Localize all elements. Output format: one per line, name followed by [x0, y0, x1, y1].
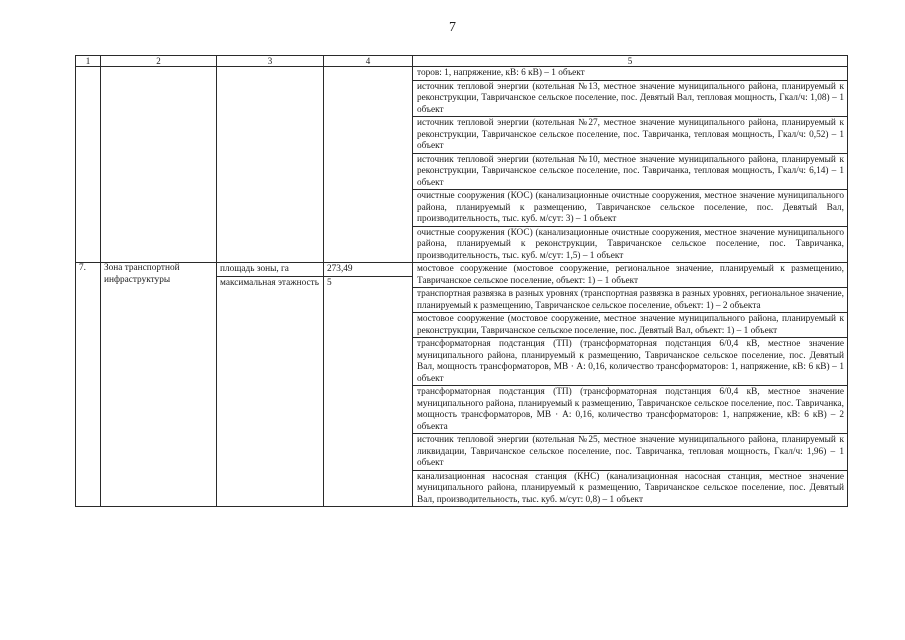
- param-name-floors: максимальная этажность: [217, 276, 323, 290]
- object-item: источник тепловой энергии (котельная №10, местное значение муниципального района, планируемый к реконструкции, Тавричанское сельское поселение, пос. Тавричанка, тепловая мощность, Гкал/ч: 6,14) – 1 объект: [413, 153, 847, 190]
- col-header-2: 2: [101, 56, 217, 67]
- zones-table: [75, 55, 848, 507]
- object-item: транспортная развязка в разных уровнях (транспортная развязка в разных уровнях, региональное значение, планируемый к размещению, Тавричанское сельское поселение, объект: 1) – 2 объекта: [413, 287, 847, 312]
- continuation-zone-cell: [101, 67, 217, 263]
- object-item: очистные сооружения (КОС) (канализационные очистные сооружения, местное значение муниципального района, планируемый к реконструкции, Тавричанское сельское поселение, пос. Тавричанка, производительность, тыс. куб. м/сут: 1,5) – 1 объект: [413, 226, 847, 263]
- object-item: мостовое сооружение (мостовое сооружение, местное значение муниципального района, планируемый к реконструкции, Тавричанское сельское поселение, пос. Девятый Вал, объект: 1) – 1 объект: [413, 312, 847, 337]
- table-row-7: [76, 263, 848, 507]
- object-item: источник тепловой энергии (котельная №13, местное значение муниципального района, планируемый к реконструкции, Тавричанское сельское поселение, пос. Девятый Вал, тепловая мощность, Гкал/ч: 1,08) – 1 объект: [413, 80, 847, 117]
- param-name-area: площадь зоны, га: [220, 264, 289, 274]
- param-value-floors: 5: [324, 276, 412, 290]
- object-item: торов: 1, напряжение, кВ: 6 кВ) – 1 объект: [417, 68, 585, 78]
- param-value-area: 273,49: [327, 264, 353, 274]
- object-item: очистные сооружения (КОС) (канализационные очистные сооружения, местное значение муниципального района, планируемый к размещению, Тавричанское сельское поселение, пос. Девятый Вал, производительность, тыс. куб. м/сут: 3) – 1 объект: [413, 189, 847, 226]
- col-header-4: 4: [324, 56, 413, 67]
- continuation-row: [76, 67, 848, 263]
- object-item: источник тепловой энергии (котельная №27, местное значение муниципального района, планируемый к реконструкции, Тавричанское сельское поселение, пос. Тавричанка, тепловая мощность, Гкал/ч: 0,52) – 1 объект: [413, 116, 847, 153]
- zone-objects-cell: [413, 263, 848, 507]
- row-number: 7.: [76, 263, 101, 507]
- col-header-1: 1: [76, 56, 101, 67]
- zone-values-cell: [324, 263, 413, 507]
- object-item: канализационная насосная станция (КНС) (канализационная насосная станция, местное значение муниципального района, планируемый к размещению, Тавричанское сельское поселение, пос. Девятый Вал, производительность, тыс. куб. м/сут: 0,8) – 1 объект: [413, 470, 847, 507]
- page-number: 7: [449, 20, 456, 35]
- zone-name: Зона транспортной инфраструктуры: [101, 263, 217, 507]
- col-header-5: 5: [413, 56, 848, 67]
- zone-params-cell: [217, 263, 324, 507]
- continuation-value-cell: [324, 67, 413, 263]
- object-item: трансформаторная подстанция (ТП) (трансформаторная подстанция 6/0,4 кВ, местное значение муниципального района, планируемый к размещению, Тавричанское сельское поселение, пос. Девятый Вал, мощность трансформаторов, МВ · А: 0,16, количество трансформаторов: 1, напряжение, кВ: 6 кВ) – 1 объект: [413, 337, 847, 385]
- continuation-param-cell: [217, 67, 324, 263]
- object-item: трансформаторная подстанция (ТП) (трансформаторная подстанция 6/0,4 кВ, местное значение муниципального района, планируемый к размещению, Тавричанское сельское поселение, пос. Тавричанка, мощность трансформаторов, МВ · А: 0,16, количество трансформаторов: 1, напряжение, кВ: 6 кВ) – 2 объекта: [413, 385, 847, 433]
- continuation-objects-cell: [413, 67, 848, 263]
- continuation-num-cell: [76, 67, 101, 263]
- object-item: мостовое сооружение (мостовое сооружение, региональное значение, планируемый к размещению, Тавричанское сельское поселение, объект: 1) – 1 объект: [417, 264, 844, 286]
- column-number-header: [76, 56, 848, 67]
- object-item: источник тепловой энергии (котельная №25, местное значение муниципального района, планируемый к ликвидации, Тавричанское сельское поселение, пос. Тавричанка, тепловая мощность, Гкал/ч: 1,96) – 1 объект: [413, 433, 847, 470]
- col-header-3: 3: [217, 56, 324, 67]
